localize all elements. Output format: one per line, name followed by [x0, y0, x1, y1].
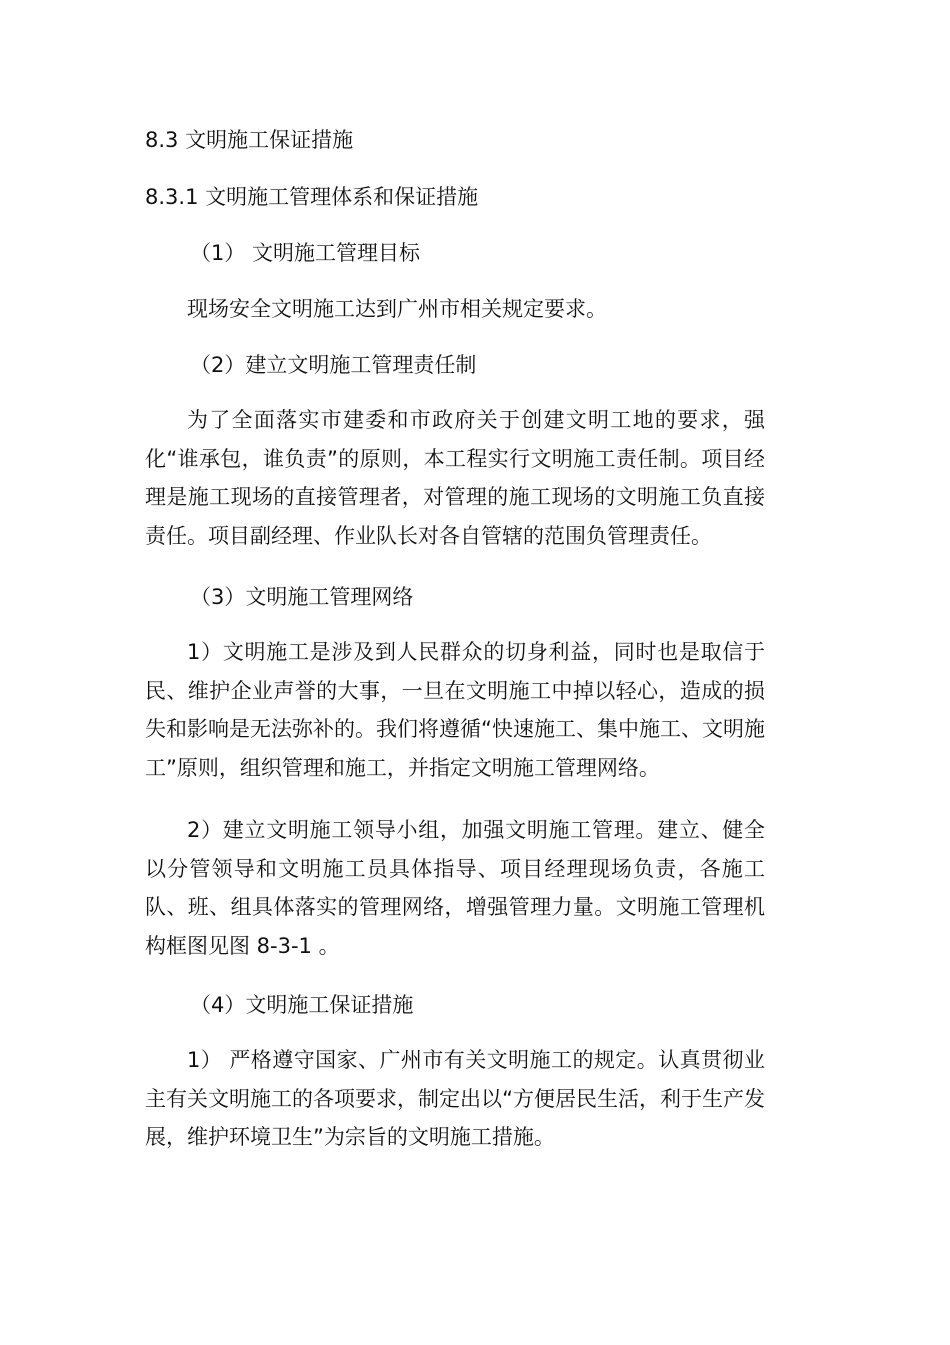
subsection-heading: 8.3.1 文明施工管理体系和保证措施 [145, 185, 479, 209]
item1-heading: （1） 文明施工管理目标 [190, 241, 421, 265]
item2-heading: （2）建立文明施工管理责任制 [190, 353, 477, 377]
item1-text: 现场安全文明施工达到广州市相关规定要求。 [187, 297, 607, 321]
section-heading: 8.3 文明施工保证措施 [145, 128, 354, 152]
item4-paragraph-1: 1） 严格遵守国家、广州市有关文明施工的规定。认真贯彻业主有关文明施工的各项要求，制定出以“方便居民生活，利于生产发展，维护环境卫生”为宗旨的文明施工措施。 [145, 1048, 765, 1149]
item3-paragraph-2: 2）建立文明施工领导小组，加强文明施工管理。建立、健全以分管领导和文明施工员具体指导、项目经理现场负责，各施工队、班、组具体落实的管理网络，增强管理力量。文明施工管理机构框图见图 8-3-1 。 [145, 818, 765, 958]
item4-heading: （4）文明施工保证措施 [190, 993, 414, 1017]
item2-paragraph: 为了全面落实市建委和市政府关于创建文明工地的要求，强化“谁承包，谁负责”的原则，本工程实行文明施工责任制。项目经理是施工现场的直接管理者，对管理的施工现场的文明施工负直接责任。项目副经理、作业队长对各自管辖的范围负管理责任。 [145, 408, 765, 548]
item3-paragraph-1: 1）文明施工是涉及到人民群众的切身利益，同时也是取信于民、维护企业声誉的大事，一旦在文明施工中掉以轻心，造成的损失和影响是无法弥补的。我们将遵循“快速施工、集中施工、文明施工”原则，组织管理和施工，并指定文明施工管理网络。 [145, 640, 765, 780]
item3-heading: （3）文明施工管理网络 [190, 585, 414, 609]
